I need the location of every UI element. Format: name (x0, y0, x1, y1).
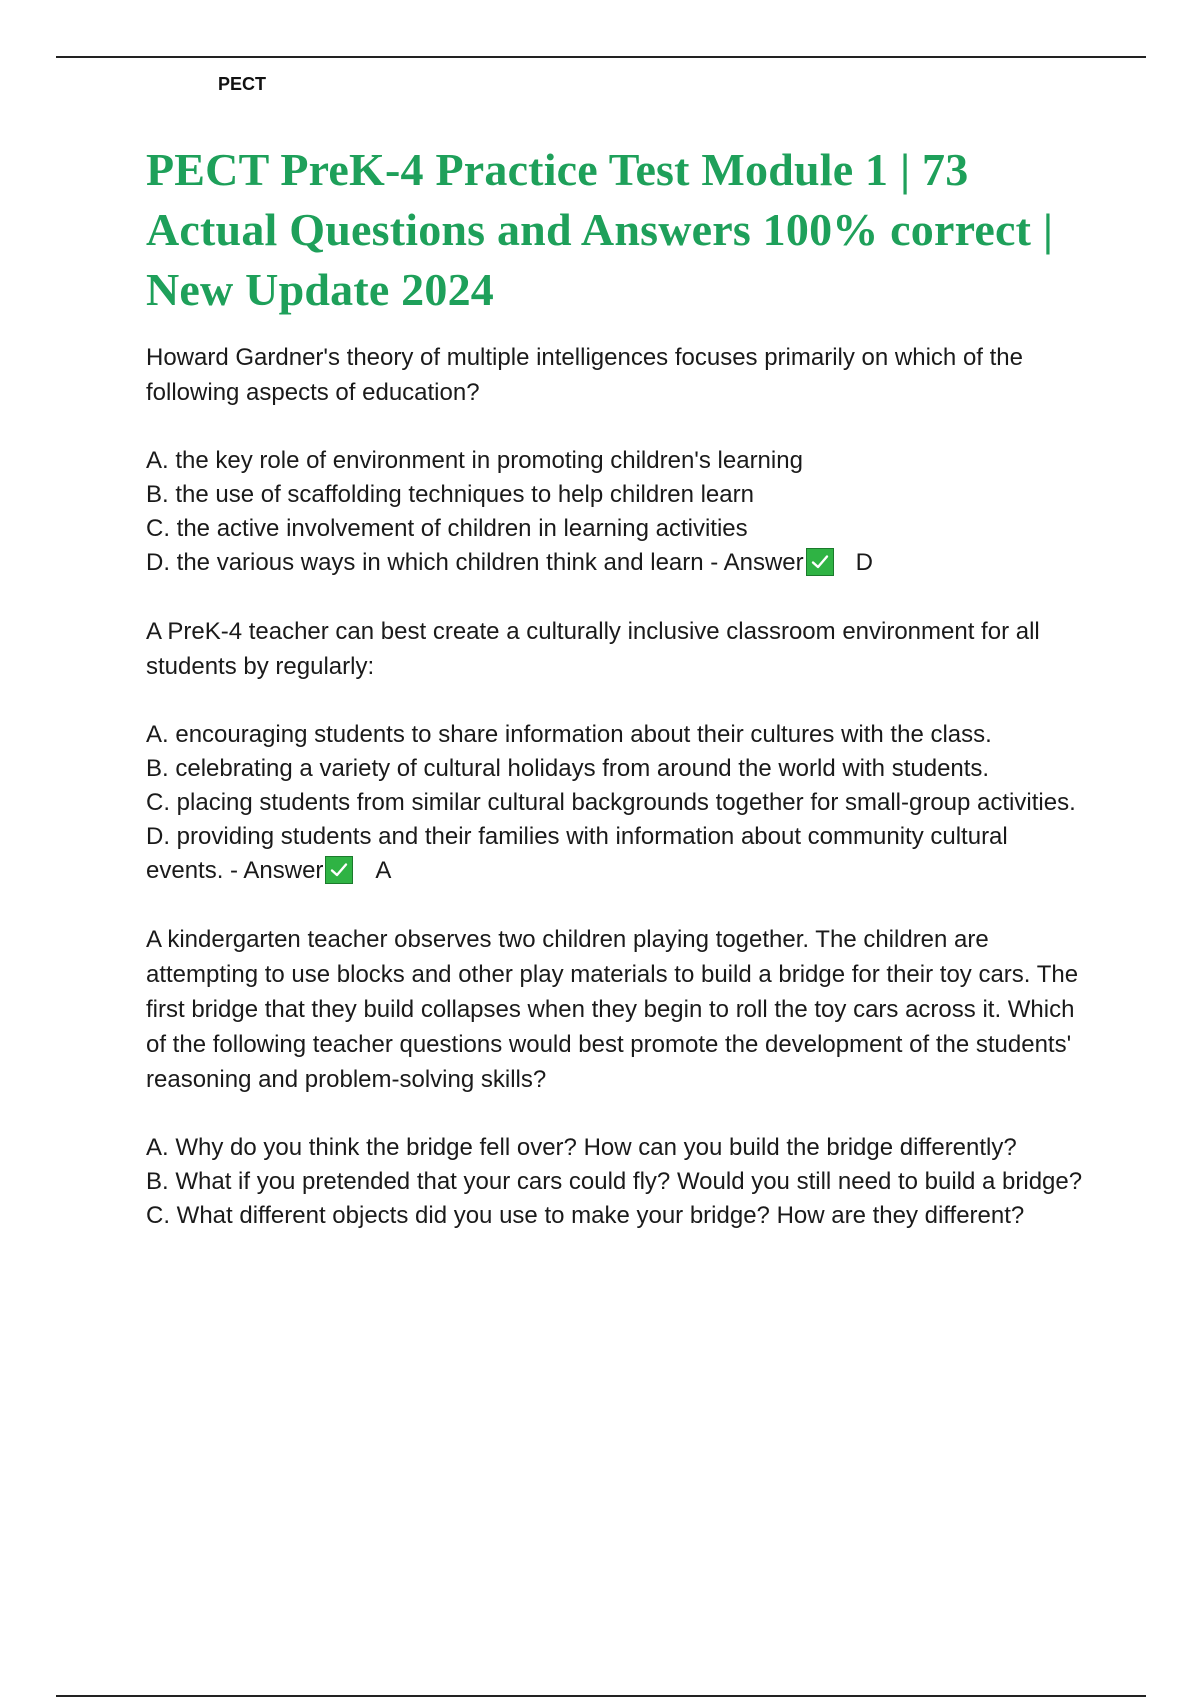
answer-letter: A (375, 857, 392, 884)
option-c: C. placing students from similar cultural backgrounds together for small-group activities. (146, 789, 1076, 816)
option-list (146, 444, 1086, 580)
option-list (146, 718, 1086, 888)
question-1 (146, 340, 1086, 580)
option-list (146, 1131, 1086, 1233)
option-c: C. What different objects did you use to make your bridge? How are they different? (146, 1202, 1025, 1229)
option-c: C. the active involvement of children in learning activities (146, 515, 748, 542)
check-mark-icon (806, 548, 834, 576)
question-3 (146, 922, 1086, 1233)
document-title: PECT PreK-4 Practice Test Module 1 | 73 Actual Questions and Answers 100% correct | New Update 2024 (146, 144, 1054, 315)
page-content (146, 140, 1086, 1267)
option-b: B. the use of scaffolding techniques to help children learn (146, 481, 754, 508)
option-d-text: D. providing students and their families with information about community cultural events. - Answer (146, 823, 1008, 884)
option-a: A. the key role of environment in promoting children's learning (146, 447, 803, 474)
option-a: A. encouraging students to share information about their cultures with the class. (146, 721, 992, 748)
check-mark-icon (325, 856, 353, 884)
top-rule (56, 56, 1146, 58)
question-2 (146, 614, 1086, 888)
option-d-text: D. the various ways in which children think and learn - Answer (146, 549, 804, 576)
bottom-rule (56, 1695, 1146, 1697)
answer-letter: D (855, 549, 873, 576)
option-d (146, 820, 1086, 888)
question-text: A PreK-4 teacher can best create a culturally inclusive classroom environment for all students by regularly: (146, 618, 1040, 680)
option-b: B. What if you pretended that your cars could fly? Would you still need to build a bridge? (146, 1168, 1083, 1195)
option-a: A. Why do you think the bridge fell over? How can you build the bridge differently? (146, 1134, 1017, 1161)
question-text: Howard Gardner's theory of multiple intelligences focuses primarily on which of the following aspects of education? (146, 344, 1023, 406)
option-d (146, 546, 1086, 580)
option-b: B. celebrating a variety of cultural holidays from around the world with students. (146, 755, 990, 782)
header-label: PECT (218, 74, 267, 94)
question-text: A kindergarten teacher observes two children playing together. The children are attempting to use blocks and other play materials to build a bridge for their toy cars. The first bridge that they build collapses when they begin to roll the toy cars across it. Which of the following teacher questions would best promote the development of the students' reasoning and problem-solving skills? (146, 926, 1079, 1093)
